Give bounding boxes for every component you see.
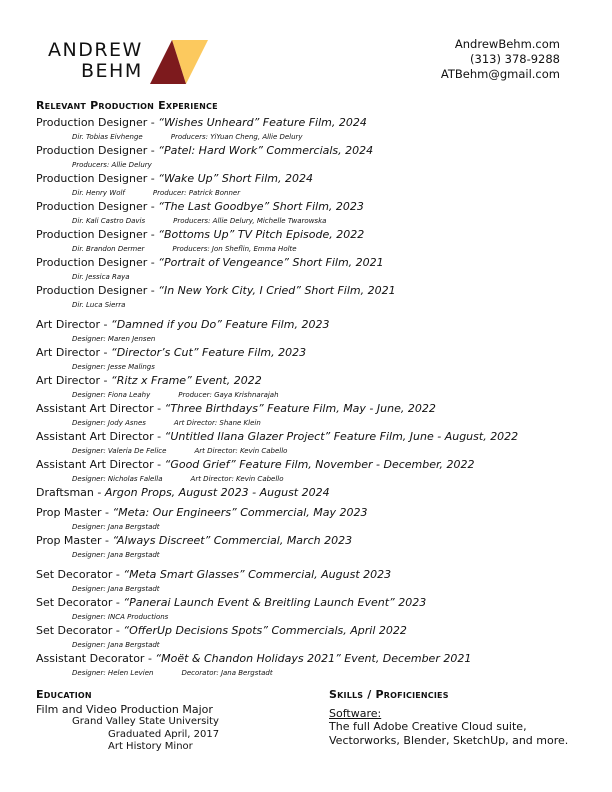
credit: Designer: Maren Jensen [72, 335, 156, 343]
job-role: Prop Master - [36, 506, 113, 519]
project-name: “Good Grief” Feature Film, November - December, 2022 [164, 458, 475, 471]
experience-entry [36, 458, 596, 486]
logo [48, 40, 208, 84]
experience-entry [36, 144, 596, 172]
job-role: Production Designer - [36, 284, 159, 297]
credits-line [36, 360, 596, 374]
experience-title-line [36, 318, 596, 332]
credit: Producer: Gaya Krishnarajah [178, 391, 279, 399]
credits-line [36, 444, 596, 458]
experience-entry [36, 200, 596, 228]
project-name: “Wishes Unheard” Feature Film, 2024 [158, 116, 367, 129]
experience-entry [36, 318, 596, 346]
experience-title-line [36, 486, 596, 500]
credit: Art Director: Kevin Cabello [190, 475, 284, 483]
credit: Designer: Nicholas Falella [72, 475, 163, 483]
experience-title-line [36, 144, 596, 158]
experience-entry [36, 506, 596, 534]
credit: Dir. Kali Castro Davis [72, 217, 146, 225]
job-role: Set Decorator - [36, 596, 124, 609]
credits-line [36, 270, 596, 284]
experience-entry [36, 486, 596, 500]
experience-title-line [36, 200, 596, 214]
experience-title-line [36, 596, 596, 610]
job-role: Art Director - [36, 318, 112, 331]
credits-line [36, 472, 596, 486]
software-line-2: Vectorworks, Blender, SketchUp, and more. [329, 734, 569, 747]
experience-title-line [36, 256, 596, 270]
experience-title-line [36, 624, 596, 638]
credits-line [36, 548, 596, 562]
experience-entry [36, 172, 596, 200]
experience-entry [36, 346, 596, 374]
credit: Designer: Jana Bergstadt [72, 523, 160, 531]
job-role: Production Designer - [36, 116, 159, 129]
project-name: “Moët & Chandon Holidays 2021” Event, December 2021 [155, 652, 472, 665]
credit: Dir. Tobias Eivhenge [72, 133, 143, 141]
credit: Art Director: Shane Klein [173, 419, 261, 427]
credit: Designer: Jesse Malings [72, 363, 155, 371]
experience-entry [36, 402, 596, 430]
credits-line [36, 520, 596, 534]
credit: Designer: Jana Bergstadt [72, 551, 160, 559]
skills-heading: Skills / Proficiencies [329, 688, 449, 701]
job-role: Set Decorator - [36, 568, 124, 581]
credits-line [36, 242, 596, 256]
experience-entry [36, 430, 596, 458]
experience-title-line [36, 568, 596, 582]
project-name: “OfferUp Decisions Spots” Commercials, April 2022 [123, 624, 407, 637]
experience-title-line [36, 506, 596, 520]
experience-title-line [36, 172, 596, 186]
credit: Designer: Jana Bergstadt [72, 585, 160, 593]
experience-heading: Relevant Production Experience [36, 99, 218, 112]
experience-entry [36, 228, 596, 256]
credit: Art Director: Kevin Cabello [194, 447, 288, 455]
experience-entry [36, 624, 596, 652]
credits-line [36, 610, 596, 624]
project-name: “Meta Smart Glasses” Commercial, August 2023 [123, 568, 392, 581]
project-name: “Wake Up” Short Film, 2024 [158, 172, 314, 185]
education-school: Grand Valley State University [72, 716, 219, 727]
credits-line [36, 582, 596, 596]
project-name: “Untitled Ilana Glazer Project” Feature Film, June - August, 2022 [164, 430, 519, 443]
credit: Producers: Jon Sheflin, Emma Holte [172, 245, 297, 253]
credit: Designer: Helen Levien [72, 669, 154, 677]
job-role: Production Designer - [36, 144, 159, 157]
project-name: “Always Discreet” Commercial, March 2023 [112, 534, 353, 547]
experience-entry [36, 596, 596, 624]
experience-title-line [36, 228, 596, 242]
project-name: “Panerai Launch Event & Breitling Launch Event” 2023 [123, 596, 427, 609]
credit: Dir. Jessica Raya [72, 273, 130, 281]
experience-title-line [36, 346, 596, 360]
credits-line [36, 298, 596, 312]
experience-entry [36, 652, 596, 680]
job-role: Set Decorator - [36, 624, 124, 637]
email-link[interactable]: ATBehm@gmail.com [440, 67, 560, 81]
job-role: Production Designer - [36, 228, 159, 241]
project-name: “Three Birthdays” Feature Film, May - June, 2022 [164, 402, 436, 415]
experience-entry [36, 374, 596, 402]
experience-entry [36, 568, 596, 596]
experience-title-line [36, 430, 596, 444]
credit: Dir. Henry Wolf [72, 189, 125, 197]
experience-title-line [36, 652, 596, 666]
job-role: Production Designer - [36, 200, 159, 213]
experience-entry [36, 116, 596, 144]
project-name: “Damned if you Do” Feature Film, 2023 [111, 318, 330, 331]
credits-line [36, 388, 596, 402]
credits-line [36, 416, 596, 430]
credit: Producer: Patrick Bonner [152, 189, 241, 197]
software-label: Software: [329, 707, 382, 720]
education-graduated: Graduated April, 2017 [108, 728, 220, 740]
credit: Dir. Brandon Dermer [72, 245, 145, 253]
credit: Producers: Allie Delury, Michelle Twarowska [173, 217, 327, 225]
education-heading: Education [36, 688, 92, 701]
logo-name-line1: ANDREW [48, 39, 143, 61]
credits-line [36, 666, 596, 680]
experience-entry [36, 534, 596, 562]
credit: Designer: INCA Productions [72, 613, 169, 621]
software-line-1: The full Adobe Creative Cloud suite, [329, 720, 527, 733]
logo-mark-icon [150, 40, 208, 84]
experience-title-line [36, 402, 596, 416]
project-name: Argon Props, August 2023 - August 2024 [104, 486, 330, 499]
experience-title-line [36, 534, 596, 548]
experience-entry [36, 256, 596, 284]
job-role: Art Director - [36, 346, 112, 359]
job-role: Production Designer - [36, 172, 159, 185]
job-role: Assistant Art Director - [36, 458, 165, 471]
experience-title-line [36, 458, 596, 472]
credit: Designer: Fiona Leahy [72, 391, 151, 399]
education-minor: Art History Minor [108, 741, 193, 752]
credits-line [36, 186, 596, 200]
job-role: Art Director - [36, 374, 112, 387]
credit: Designer: Jana Bergstadt [72, 641, 160, 649]
project-name: “Director’s Cut” Feature Film, 2023 [111, 346, 307, 359]
project-name: “Ritz x Frame” Event, 2022 [111, 374, 262, 387]
project-name: “In New York City, I Cried” Short Film, 2021 [158, 284, 396, 297]
project-name: “The Last Goodbye” Short Film, 2023 [158, 200, 364, 213]
experience-title-line [36, 116, 596, 130]
experience-list [36, 116, 596, 680]
credit: Producers: YiYuan Cheng, Allie Delury [170, 133, 303, 141]
experience-title-line [36, 284, 596, 298]
experience-section [36, 99, 596, 680]
credits-line [36, 214, 596, 228]
job-role: Draftsman - [36, 486, 105, 499]
credits-line [36, 158, 596, 172]
logo-name-line2: BEHM [81, 60, 143, 82]
credit: Designer: Jody Asnes [72, 419, 146, 427]
job-role: Assistant Decorator - [36, 652, 156, 665]
phone-number: (313) 378-9288 [470, 52, 560, 66]
project-name: “Patel: Hard Work” Commercials, 2024 [158, 144, 374, 157]
website-link[interactable]: AndrewBehm.com [454, 37, 560, 51]
job-role: Assistant Art Director - [36, 430, 165, 443]
experience-entry [36, 284, 596, 312]
experience-title-line [36, 374, 596, 388]
credit: Dir. Luca Sierra [72, 301, 126, 309]
education-section [36, 688, 296, 754]
credits-line [36, 130, 596, 144]
logo-name [48, 40, 143, 82]
job-role: Prop Master - [36, 534, 113, 547]
job-role: Production Designer - [36, 256, 159, 269]
credit: Designer: Valeria De Felice [72, 447, 167, 455]
project-name: “Portrait of Vengeance” Short Film, 2021 [158, 256, 384, 269]
credits-line [36, 638, 596, 652]
project-name: “Meta: Our Engineers” Commercial, May 2023 [112, 506, 368, 519]
skills-section [329, 688, 599, 748]
credit: Producers: Allie Delury [72, 161, 152, 169]
job-role: Assistant Art Director - [36, 402, 165, 415]
credit: Decorator: Jana Bergstadt [181, 669, 273, 677]
education-major: Film and Video Production Major [36, 703, 213, 716]
project-name: “Bottoms Up” TV Pitch Episode, 2022 [158, 228, 365, 241]
credits-line [36, 332, 596, 346]
contact-info [441, 37, 560, 82]
